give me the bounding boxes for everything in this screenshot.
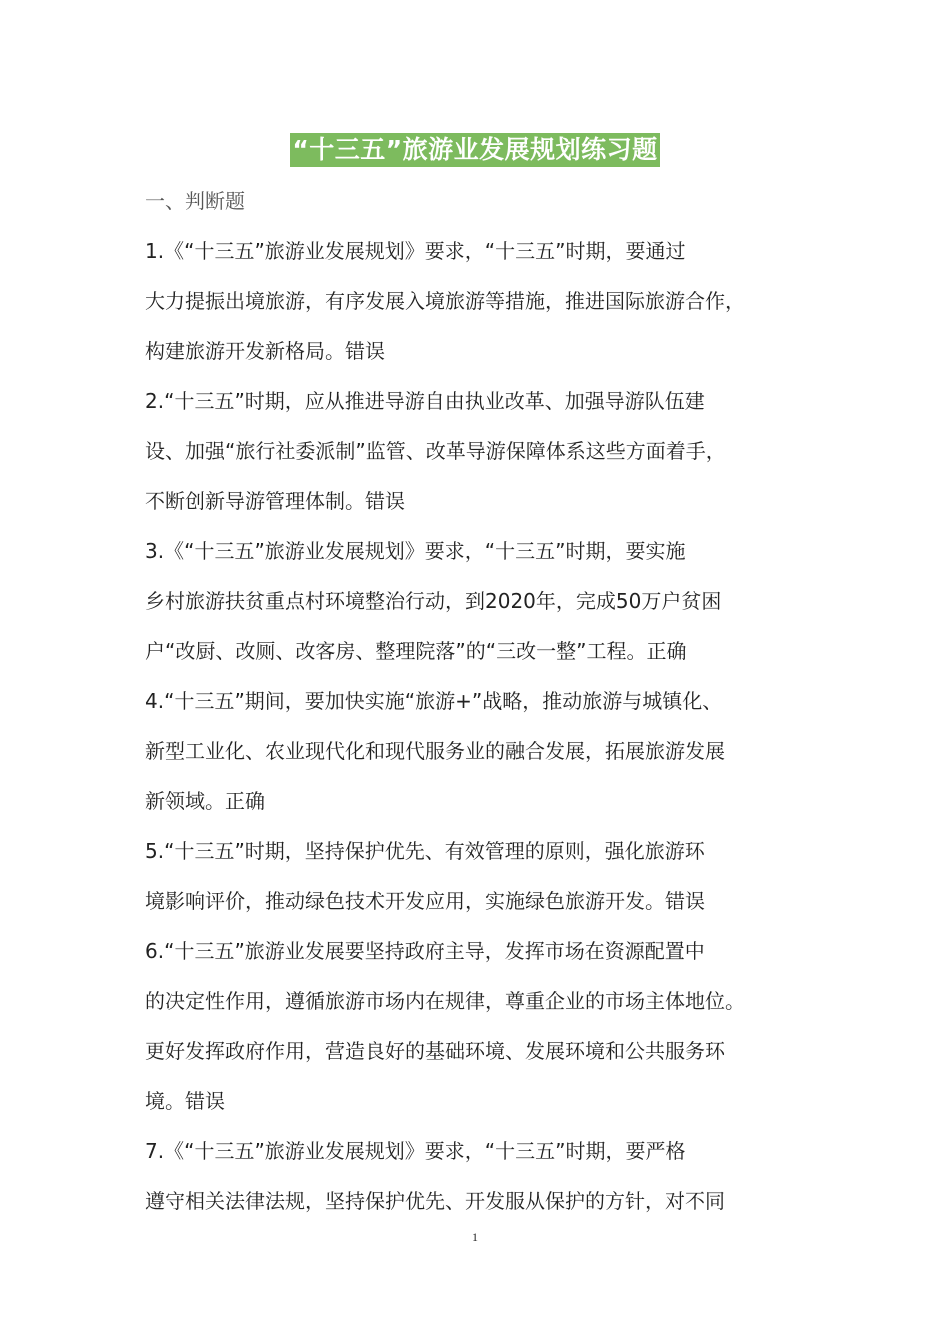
text-line: 境。错误 bbox=[145, 1089, 225, 1113]
text-line: 大力提振出境旅游，有序发展入境旅游等措施，推进国际旅游合作， bbox=[145, 289, 745, 313]
title-container bbox=[0, 133, 950, 167]
text-line: 的决定性作用，遵循旅游市场内在规律，尊重企业的市场主体地位。 bbox=[145, 989, 745, 1013]
text-line: 新型工业化、农业现代化和现代服务业的融合发展，拓展旅游发展 bbox=[145, 739, 725, 763]
text-line: 5.“十三五”时期，坚持保护优先、有效管理的原则，强化旅游环 bbox=[145, 839, 705, 863]
text-line: 7.《“十三五”旅游业发展规划》要求，“十三五”时期，要严格 bbox=[145, 1139, 686, 1163]
text-line: 户“改厨、改厕、改客房、整理院落”的“三改一整”工程。正确 bbox=[145, 639, 687, 663]
text-line: 乡村旅游扶贫重点村环境整治行动，到2020年，完成50万户贫困 bbox=[145, 589, 722, 613]
document-title: “十三五”旅游业发展规划练习题 bbox=[290, 133, 659, 167]
text-line: 不断创新导游管理体制。错误 bbox=[145, 489, 405, 513]
text-line: 构建旅游开发新格局。错误 bbox=[145, 339, 385, 363]
document-body bbox=[145, 176, 825, 1226]
text-line: 2.“十三五”时期，应从推进导游自由执业改革、加强导游队伍建 bbox=[145, 389, 705, 413]
text-line: 新领域。正确 bbox=[145, 789, 265, 813]
text-line: 6.“十三五”旅游业发展要坚持政府主导，发挥市场在资源配置中 bbox=[145, 939, 705, 963]
text-line: 设、加强“旅行社委派制”监管、改革导游保障体系这些方面着手， bbox=[145, 439, 726, 463]
text-line: 4.“十三五”期间，要加快实施“旅游+”战略，推动旅游与城镇化、 bbox=[145, 689, 723, 713]
page-number: 1 bbox=[472, 1230, 478, 1244]
text-line: 境影响评价，推动绿色技术开发应用，实施绿色旅游开发。错误 bbox=[145, 889, 705, 913]
text-line: 1.《“十三五”旅游业发展规划》要求，“十三五”时期，要通过 bbox=[145, 239, 686, 263]
text-line: 3.《“十三五”旅游业发展规划》要求，“十三五”时期，要实施 bbox=[145, 539, 686, 563]
text-line: 更好发挥政府作用，营造良好的基础环境、发展环境和公共服务环 bbox=[145, 1039, 725, 1063]
text-line: 遵守相关法律法规，坚持保护优先、开发服从保护的方针，对不同 bbox=[145, 1189, 725, 1213]
section-heading: 一、判断题 bbox=[145, 189, 245, 213]
